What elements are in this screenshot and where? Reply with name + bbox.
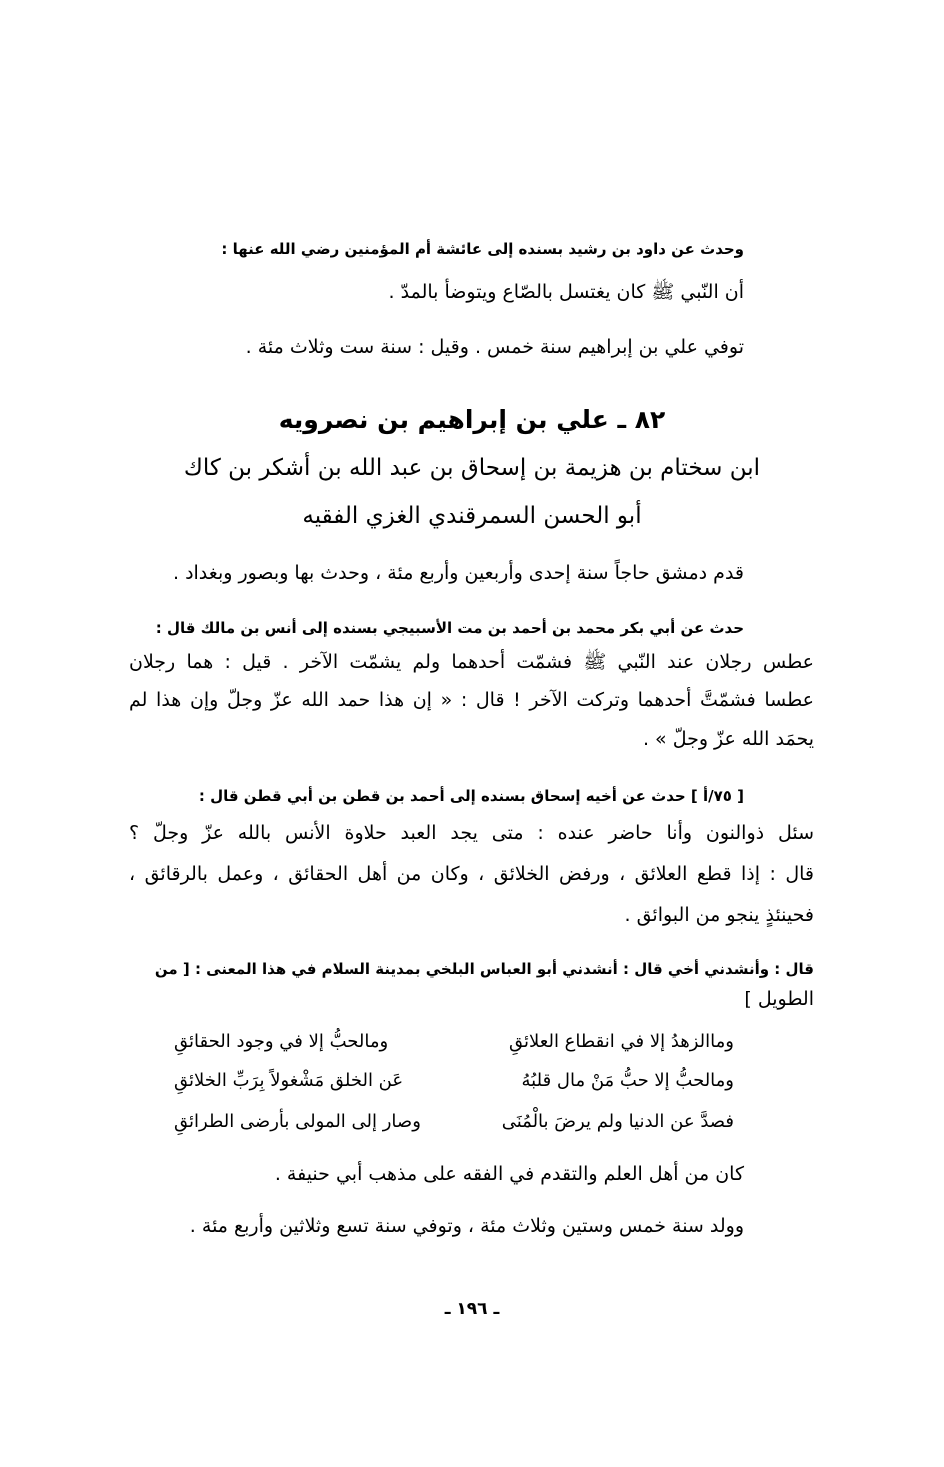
hadith-sneeze-line-3: يحمَد الله عزّ وجلّ » .: [642, 728, 814, 750]
poem-intro-line-2: الطويل ]: [744, 988, 814, 1010]
scholar-note: كان من أهل العلم والتقدم في الفقه على مذهب أبي حنيفة .: [274, 1163, 744, 1185]
hadith-ghusl: أن النّبي ﷺ كان يغتسل بالصّاع ويتوضأ بالمدّ .: [388, 281, 744, 303]
poem-intro-line-1: قال : وأنشدني أخي قال : أنشدني أبو العباس البلخي بمدينة السلام في هذا المعنى : [ من: [154, 960, 814, 978]
isnad-aisha: وحدث عن داود بن رشيد بسنده إلى عائشة أم المؤمنين رضي الله عنها :: [221, 240, 744, 258]
dhulnun-line-1: سئل ذوالنون وأنا حاضر عنده : متى يجد العبد حلاوة الأنس بالله عزّ وجلّ ؟: [129, 822, 814, 844]
entry-title: ٨٢ ـ علي بن إبراهيم بن نصرويه: [278, 405, 666, 434]
dhulnun-line-2: قال : إذا قطع العلائق ، ورفض الخلائق ، وكان من أهل الحقائق ، وعمل بالرقائق ،: [129, 863, 814, 885]
verse-1-second-hemistich: ومالحبُّ إلا في وجود الحقائقِ: [174, 1031, 389, 1052]
entry-kunya: أبو الحسن السمرقندي الغزي الفقيه: [302, 503, 642, 529]
death-note: توفي علي بن إبراهيم سنة خمس . وقيل : سنة ست وثلاث مئة .: [245, 336, 744, 358]
verse-2-first-hemistich: ومالحبُّ إلا حبُّ مَنْ مال قلبُهُ: [521, 1070, 734, 1091]
verse-2-second-hemistich: عَن الخلق مَشْغولاً بِرَبِّ الخلائقِ: [174, 1070, 404, 1091]
birth-death-note: وولد سنة خمس وستين وثلاث مئة ، وتوفي سنة تسع وثلاثين وأربع مئة .: [189, 1215, 744, 1237]
isnad-anas: حدث عن أبي بكر محمد بن أحمد بن مت الأسبيجي بسنده إلى أنس بن مالك قال :: [155, 619, 744, 637]
hadith-sneeze-line-2: عطسا فشمّتَّ أحدهما وتركت الآخر ! قال : « إن هذا حمد الله عزّ وجلّ وإن هذا لم: [129, 689, 814, 711]
entry-lineage: ابن سختام بن هزيمة بن إسحاق بن عبد الله بن أشكر بن كاك: [183, 455, 761, 481]
isnad-ishaq: [ ٧٥/أ ] حدث عن أخيه إسحاق بسنده إلى أحمد بن قطن بن أبي قطن قال :: [198, 787, 744, 805]
page-number: ـ ١٩٦ ـ: [444, 1299, 500, 1319]
hadith-sneeze-line-1: عطس رجلان عند النّبي ﷺ فشمّت أحدهما ولم يشمّت الآخر . قيل : هما رجلان: [129, 651, 814, 673]
verse-3-first-hemistich: فصدَّ عن الدنيا ولم يرضَ بالْمُنَى: [501, 1111, 734, 1132]
dhulnun-line-3: فحينئذٍ ينجو من البوائق .: [624, 904, 814, 926]
verse-3-second-hemistich: وصار إلى المولى بأرضى الطرائقِ: [174, 1111, 421, 1132]
travel-note: قدم دمشق حاجاً سنة إحدى وأربعين وأربع مئة ، وحدث بها وبصور وبغداد .: [172, 562, 744, 584]
verse-1-first-hemistich: وماالزهدُ إلا في انقطاع العلائقِ: [509, 1031, 734, 1052]
